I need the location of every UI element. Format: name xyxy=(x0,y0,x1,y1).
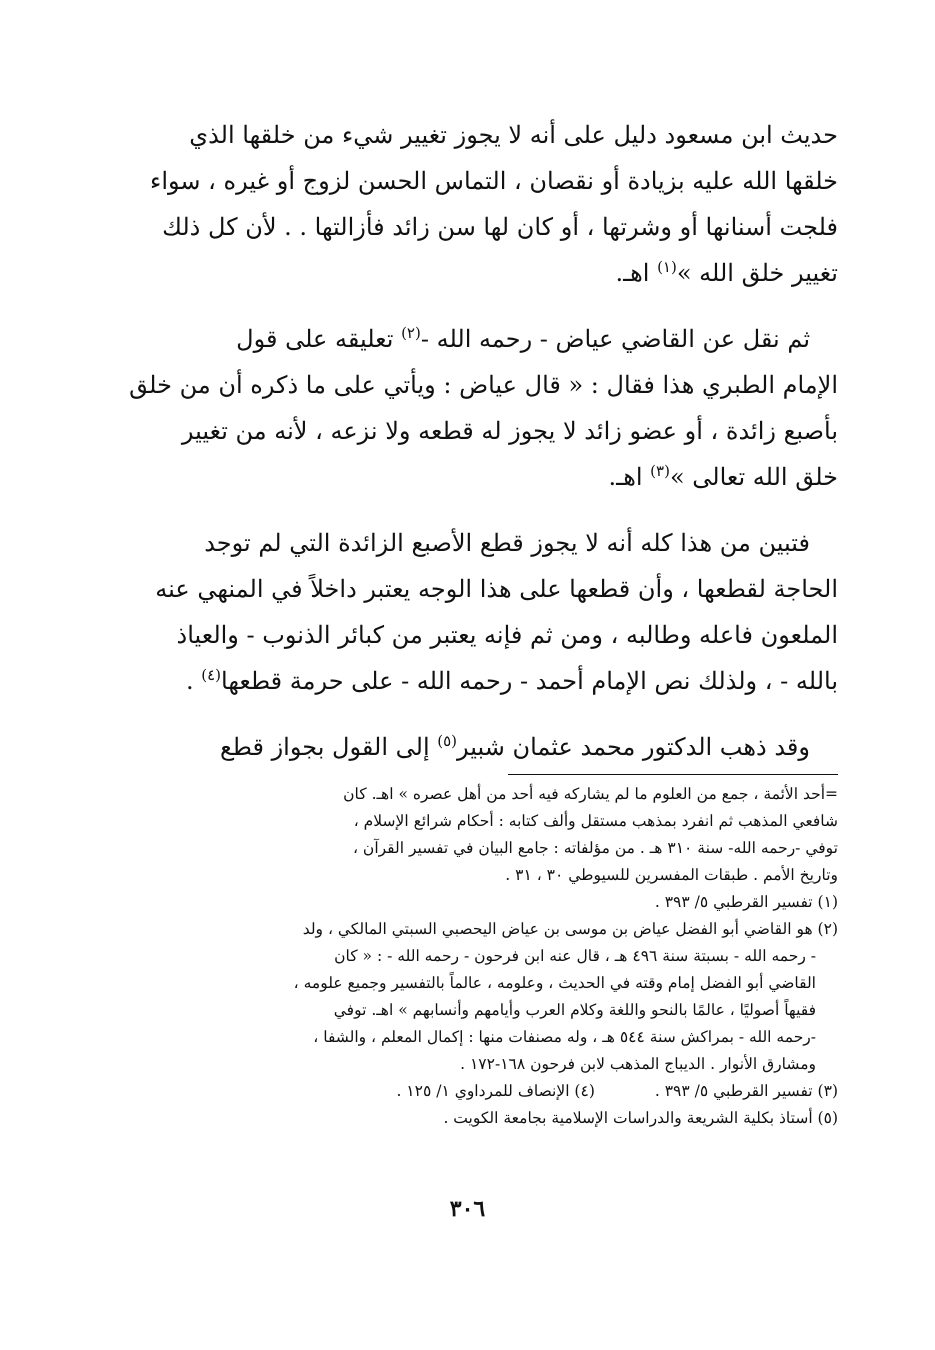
footnote-2-line-5: -رحمه الله - بمراكش سنة ٥٤٤ هـ ، وله مصنفات منها : إكمال المعلم ، والشفا ، xyxy=(313,1028,816,1046)
para2-last-text: خلق الله تعالى » xyxy=(669,463,838,491)
footnote-ref-4: (٤) xyxy=(201,666,221,684)
para2-line-1 xyxy=(118,316,838,362)
para3-line-1 xyxy=(118,520,838,566)
para2-line-3: بأصبع زائدة ، أو عضو زائد لا يجوز له قطعه ولا نزعه ، لأنه من تغيير xyxy=(181,417,838,445)
para1-last-line xyxy=(118,250,838,296)
para3-last-text: بالله - ، ولذلك نص الإمام أحمد - رحمه الله - على حرمة قطعها xyxy=(221,667,838,695)
paragraph-3 xyxy=(118,520,838,704)
footnote-cont-line-1: =أحد الأئمة ، جمع من العلوم ما لم يشاركه فيه أحد من أهل عصره » اهـ. كان xyxy=(343,785,838,803)
footnote-2-line-4: فقيهاً أصوليًا ، عالمًا بالنحو واللغة وكلام العرب وأيامهم وأنسابهم » اهـ. توفي xyxy=(333,1001,816,1019)
footnote-3-4-row xyxy=(118,1078,838,1105)
para3-tail: . xyxy=(185,667,202,695)
footnote-2-line-6: ومشارق الأنوار . الديباج المذهب لابن فرحون ١٦٨-١٧٢ . xyxy=(460,1055,816,1073)
footnote-5: (٥) أستاذ بكلية الشريعة والدراسات الإسلامية بجامعة الكويت . xyxy=(443,1109,838,1127)
footnotes xyxy=(118,781,838,1132)
page-number: ٣٠٦ xyxy=(449,1196,486,1222)
footnote-2-line-1: (٢) هو القاضي أبو الفضل عياض بن موسى بن عياض اليحصبي السبتي المالكي ، ولد xyxy=(302,920,838,938)
footnote-cont-line-3: توفي -رحمه الله- سنة ٣١٠ هـ . من مؤلفاته : جامع البيان في تفسير القرآن ، xyxy=(353,839,838,857)
para3-line-1-text: فتبين من هذا كله أنه لا يجوز قطع الأصبع الزائدة التي لم توجد xyxy=(204,529,810,557)
para4-before: وقد ذهب الدكتور محمد عثمان شبير xyxy=(457,733,810,761)
para1-last-text: تغيير خلق الله » xyxy=(676,259,838,287)
footnote-cont-line-4: وتاريخ الأمم . طبقات المفسرين للسيوطي ٣٠ ، ٣١ . xyxy=(505,866,838,884)
footnote-1: (١) تفسير القرطبي ٥/ ٣٩٣ . xyxy=(654,893,838,911)
footnote-ref-1: (١) xyxy=(657,258,677,276)
paragraph-2 xyxy=(118,316,838,500)
footnote-ref-3: (٣) xyxy=(650,462,670,480)
para4-after: إلى القول بجواز قطع xyxy=(220,733,438,761)
para3-line-2: الحاجة لقطعها ، وأن قطعها على هذا الوجه يعتبر داخلاً في المنهي عنه xyxy=(155,575,838,603)
para1-line-1: حديث ابن مسعود دليل على أنه لا يجوز تغيير شيء من خلقها الذي xyxy=(189,121,838,149)
para2-last-line xyxy=(118,454,838,500)
footnote-3: (٣) تفسير القرطبي ٥/ ٣٩٣ . xyxy=(654,1082,838,1100)
para3-line-3: الملعون فاعله وطالبه ، ومن ثم فإنه يعتبر من كبائر الذنوب - والعياذ xyxy=(176,621,838,649)
footnote-4: (٤) الإنصاف للمرداوي ١/ ١٢٥ . xyxy=(396,1082,595,1100)
para1-line-3: فلجت أسنانها أو وشرتها ، أو كان لها سن زائد فأزالتها . . لأن كل ذلك xyxy=(162,213,838,241)
para2-first-tail: تعليقه على قول xyxy=(236,325,402,353)
para2-tail: اهـ. xyxy=(608,463,651,491)
para1-tail: اهـ. xyxy=(615,259,658,287)
para1-line-2: خلقها الله عليه بزيادة أو نقصان ، التماس الحسن لزوج أو غيره ، سواء xyxy=(150,167,838,195)
footnote-2-line-2: - رحمه الله - بسبتة سنة ٤٩٦ هـ ، قال عنه ابن فرحون - رحمه الله - : « كان xyxy=(334,947,816,965)
para3-last-line xyxy=(118,658,838,704)
footnote-ref-2: (٢) xyxy=(401,324,421,342)
footnote-separator xyxy=(508,774,838,775)
footnote-ref-5: (٥) xyxy=(437,732,458,750)
footnote-cont-line-2: شافعي المذهب ثم انفرد بمذهب مستقل وألف كتابه : أحكام شرائع الإسلام ، xyxy=(353,812,838,830)
paragraph-4-line xyxy=(118,724,838,770)
para2-line-2: الإمام الطبري هذا فقال : « قال عياض : ويأتي على ما ذكره أن من خلق xyxy=(129,371,838,399)
paragraph-1 xyxy=(118,112,838,296)
para2-first: ثم نقل عن القاضي عياض - رحمه الله - xyxy=(420,325,810,353)
footnote-2-line-3: القاضي أبو الفضل إمام وقته في الحديث ، وعلومه ، عالماً بالتفسير وجميع علومه ، xyxy=(293,974,816,992)
page-body xyxy=(118,112,838,1132)
